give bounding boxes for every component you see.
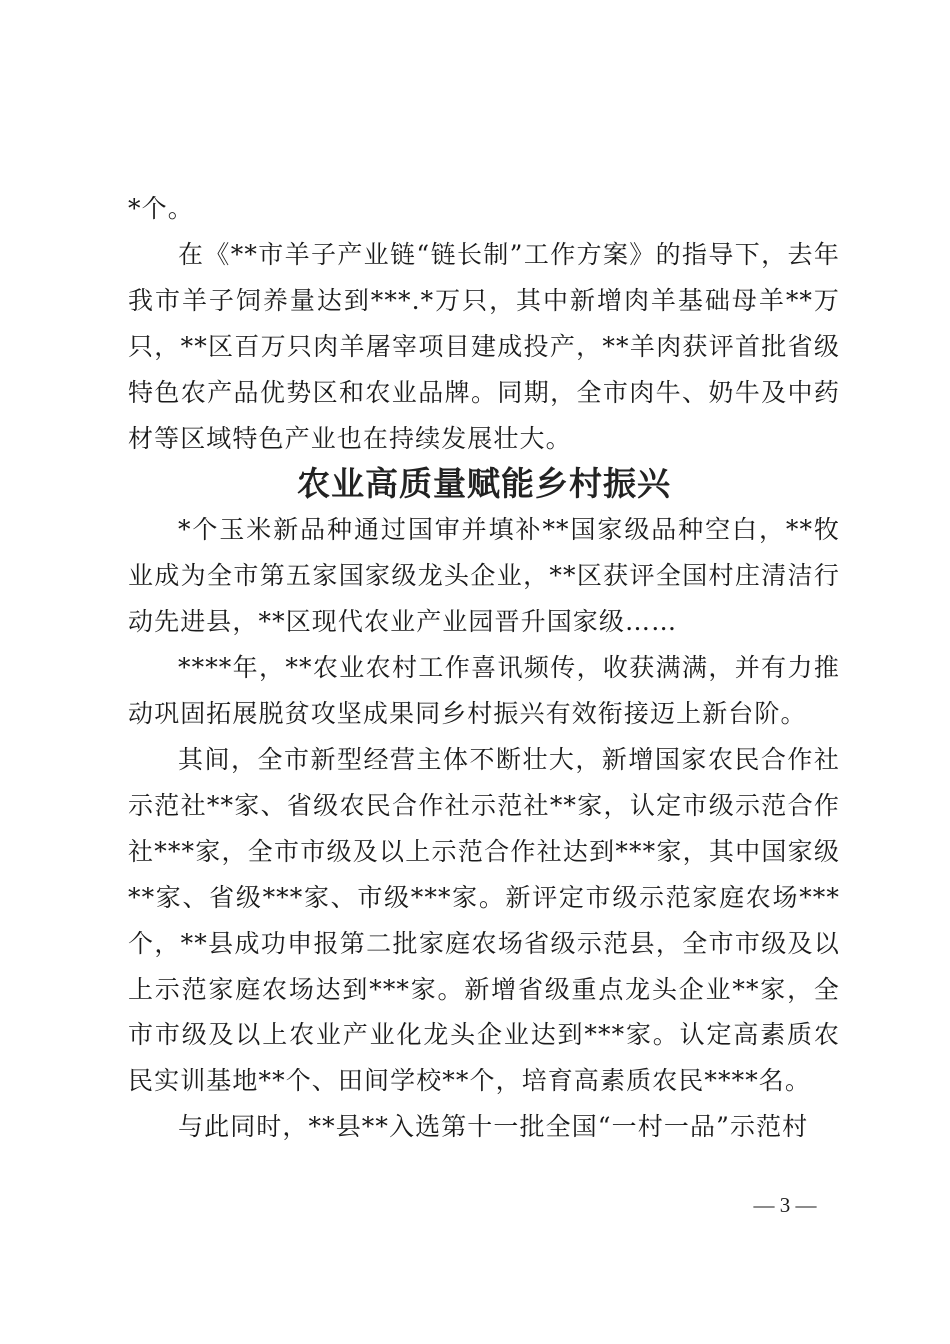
section-heading: 农业高质量赋能乡村振兴 — [297, 464, 671, 504]
paragraph-sheep-industry: 在《**市羊子产业链“链长制”工作方案》的指导下，去年我市羊子饲养量达到***.*万只，其中新增肉羊基础母羊**万只，**区百万只肉羊屠宰项目建成投产，**羊肉获评首批省级特色农产品优势区和农业品牌。同期，全市肉牛、奶牛及中药材等区域特色产业也在持续发展壮大。 — [128, 239, 840, 453]
paragraph-achievements: *个玉米新品种通过国审并填补**国家级品种空白，**牧业成为全市第五家国家级龙头企业，**区获评全国村庄清洁行动先进县，**区现代农业产业园晋升国家级…… — [128, 515, 840, 637]
paragraph-good-news: ****年，**农业农村工作喜讯频传，收获满满，并有力推动巩固拓展脱贫攻坚成果同乡村振兴有效衔接迈上新台阶。 — [128, 653, 840, 729]
page-number: — 3 — — [753, 1193, 817, 1217]
paragraph-one-village-one-product: 与此同时，**县**入选第十一批全国“一村一品”示范村 — [178, 1112, 809, 1142]
paragraph-continuation: *个。 — [128, 194, 194, 223]
page-body — [128, 186, 840, 1150]
paragraph-business-entities: 其间，全市新型经营主体不断壮大，新增国家农民合作社示范社**家、省级农民合作社示范社**家，认定市级示范合作社***家，全市市级及以上示范合作社达到***家，其中国家级**家、省级***家、市级***家。新评定市级示范家庭农场***个，**县成功申报第二批家庭农场省级示范县，全市市级及以上示范家庭农场达到***家。新增省级重点龙头企业**家，全市市级及以上农业产业化龙头企业达到***家。认定高素质农民实训基地**个、田间学校**个，培育高素质农民****名。 — [128, 744, 840, 1096]
